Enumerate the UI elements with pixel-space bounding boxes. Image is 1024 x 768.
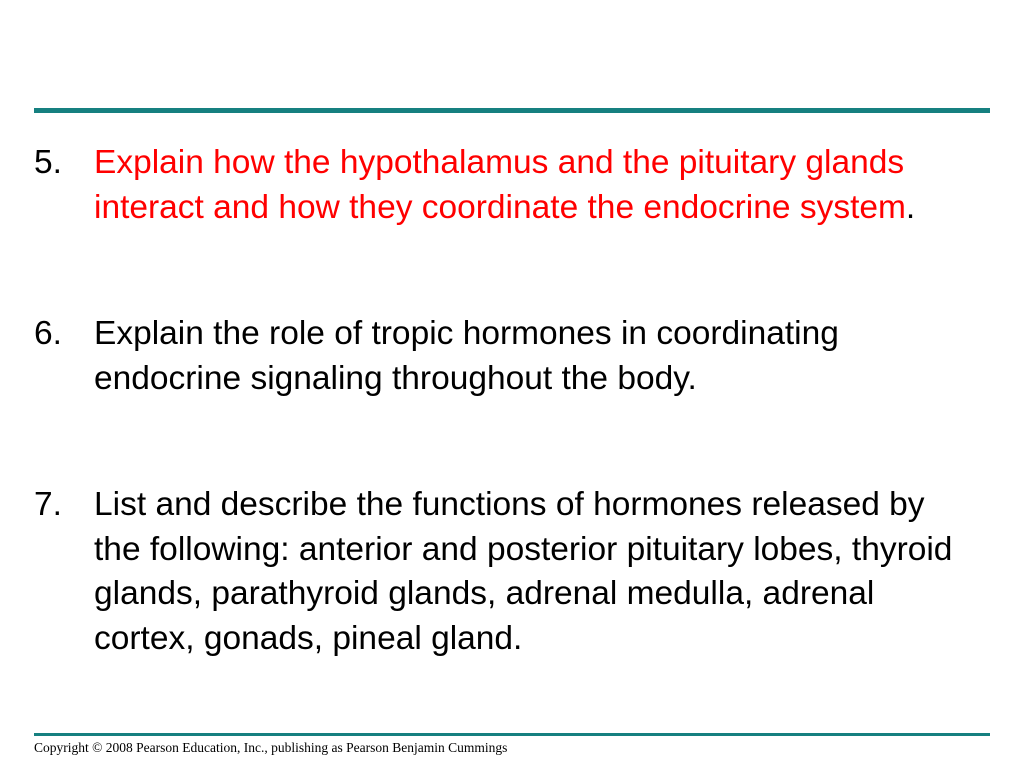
objective-item-5 (34, 141, 974, 230)
top-divider-rule (34, 108, 990, 113)
highlighted-objective-text: Explain how the hypothalamus and the pituitary glands interact and how they coordinate the endocrine system (94, 144, 906, 226)
objective-item-7 (34, 483, 974, 661)
item-number: 7. (34, 486, 62, 523)
item-text: Explain the role of tropic hormones in coordinating endocrine signaling throughout the body. (94, 315, 839, 397)
item-text: List and describe the functions of hormones released by the following: anterior and posterior pituitary lobes, thyroid glands, parathyroid glands, adrenal medulla, adrenal cortex, gonads, pineal gland. (94, 486, 953, 657)
item-number: 5. (34, 144, 62, 181)
copyright-footer: Copyright © 2008 Pearson Education, Inc., publishing as Pearson Benjamin Cummings (34, 740, 508, 755)
item-number: 6. (34, 315, 62, 352)
item-text-period: . (905, 188, 916, 226)
objective-item-6 (34, 312, 974, 401)
item-text (94, 141, 974, 230)
bottom-divider-rule (34, 733, 990, 736)
